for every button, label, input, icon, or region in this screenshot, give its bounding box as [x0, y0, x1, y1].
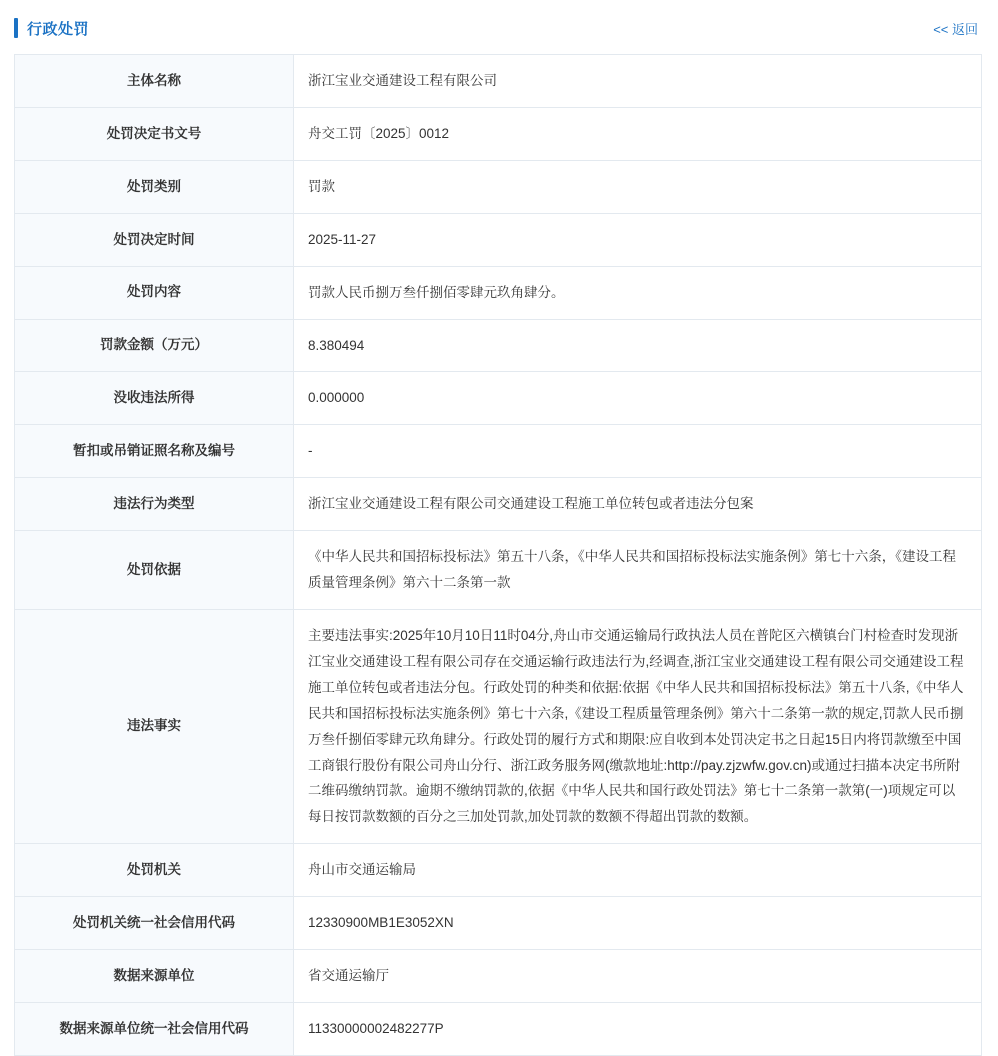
row-value-confiscated-gains: 0.000000 [308, 390, 365, 406]
penalty-detail-body [15, 55, 982, 1056]
row-value-penalty-category: 罚款 [308, 178, 335, 194]
row-value-license-suspension: - [308, 443, 313, 459]
page-header-left [14, 18, 89, 39]
row-label-authority-credit-code: 处罚机关统一社会信用代码 [15, 897, 294, 950]
page-header [14, 12, 984, 44]
row-label-penalty-category: 处罚类别 [15, 160, 294, 213]
row-label-penalty-content: 处罚内容 [15, 266, 294, 319]
table-row [15, 844, 982, 897]
row-value-decision-date: 2025-11-27 [308, 231, 377, 247]
row-value-penalty-content: 罚款人民币捌万叁仟捌佰零肆元玖角肆分。 [308, 284, 565, 300]
row-label-violation-facts: 违法事实 [15, 609, 294, 843]
row-label-decision-number: 处罚决定书文号 [15, 107, 294, 160]
row-label-fine-amount: 罚款金额（万元） [15, 319, 294, 372]
back-link[interactable]: << 返回 [933, 21, 978, 37]
row-value-legal-basis: 《中华人民共和国招标投标法》第五十八条，《中华人民共和国招标投标法实施条例》第七十六条，《建设工程质量管理条例》第六十二条第一款 [308, 549, 956, 591]
row-value-subject-name: 浙江宝业交通建设工程有限公司 [308, 73, 497, 88]
row-label-subject-name: 主体名称 [15, 55, 294, 108]
row-value-penalty-authority: 舟山市交通运输局 [308, 862, 416, 878]
row-label-penalty-authority: 处罚机关 [15, 844, 294, 897]
table-row [15, 213, 982, 266]
table-row [15, 425, 982, 478]
table-row [15, 609, 982, 843]
table-row [15, 1002, 982, 1055]
title-accent-bar [14, 18, 18, 38]
table-row [15, 531, 982, 610]
table-row [15, 897, 982, 950]
table-row [15, 372, 982, 425]
table-row [15, 478, 982, 531]
row-value-violation-facts: 主要违法事实:2025年10月10日11时04分,舟山市交通运输局行政执法人员在普陀区六横镇台门村检查时发现浙江宝业交通建设工程有限公司存在交通运输行政违法行为,经调查,浙江宝业交通建设工程有限公司交通建设工程施工单位转包或者违法分包。行政处罚的种类和依据:依据《中华人民共和国招标投标法》第五十八条,《中华人民共和国招标投标法实施条例》第七十六条,《建设工程质量管理条例》第六十二条第一款的规定,罚款人民币捌万叁仟捌佰零肆元玖角肆分。行政处罚的履行方式和期限:应自收到本处罚决定书之日起15日内将罚款缴至中国工商银行股份有限公司舟山分行、浙江政务服务网(缴款地址:http://pay.zjzwfw.gov.cn)或通过扫描本决定书所附二维码缴纳罚款。逾期不缴纳罚款的,依据《中华人民共和国行政处罚法》第七十二条第一款第(一)项规定可以每日按罚款数额的百分之三加处罚款,加处罚款的数额不得超出罚款的数额。 [308, 627, 964, 825]
table-row [15, 160, 982, 213]
row-value-decision-number: 舟交工罚〔2025〕0012 [308, 125, 450, 141]
row-value-violation-type: 浙江宝业交通建设工程有限公司交通建设工程施工单位转包或者违法分包案 [308, 496, 754, 512]
table-row [15, 266, 982, 319]
row-value-data-source-credit-code: 11330000002482277P [308, 1020, 444, 1036]
table-row [15, 55, 982, 108]
row-label-violation-type: 违法行为类型 [15, 478, 294, 531]
row-label-confiscated-gains: 没收违法所得 [15, 372, 294, 425]
row-value-data-source-unit: 省交通运输厅 [308, 968, 389, 984]
table-row [15, 107, 982, 160]
row-label-data-source-credit-code: 数据来源单位统一社会信用代码 [15, 1002, 294, 1055]
table-row [15, 319, 982, 372]
row-label-decision-date: 处罚决定时间 [15, 213, 294, 266]
row-label-legal-basis: 处罚依据 [15, 531, 294, 610]
row-value-authority-credit-code: 12330900MB1E3052XN [308, 915, 454, 931]
row-label-data-source-unit: 数据来源单位 [15, 950, 294, 1003]
row-label-license-suspension: 暂扣或吊销证照名称及编号 [15, 425, 294, 478]
page-title: 行政处罚 [27, 20, 90, 38]
penalty-detail-table [14, 54, 982, 1056]
table-row [15, 950, 982, 1003]
row-value-fine-amount: 8.380494 [308, 337, 365, 353]
